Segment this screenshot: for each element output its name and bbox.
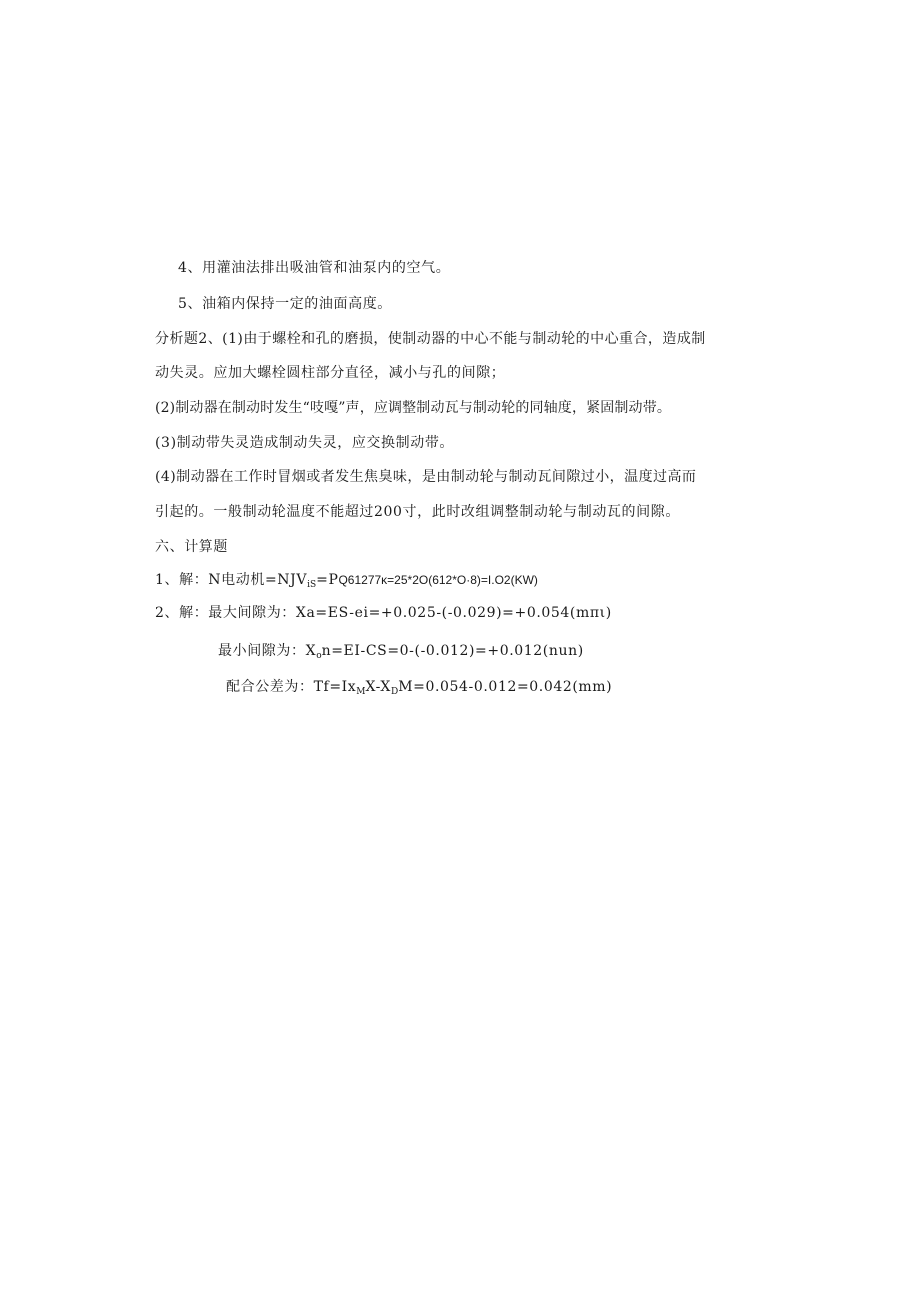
calc-4-part-2: X-X [365,679,391,695]
analysis-line-1: 分析题2、(1)由于螺栓和孔的磨损，使制动器的中心不能与制动轮的中心重合，造成制 [155,331,706,347]
calc-1-formula: Q61277κ=25*2O(612*O·8)=I.O2(KW) [338,573,538,587]
analysis-item-4-line-2: 引起的。一般制动轮温度不能超过200寸，此时改组调整制动轮与制动瓦的间隙。 [155,504,680,520]
analysis-line-2: 动失灵。应加大螺栓圆柱部分直径，减小与孔的间隙； [155,365,506,381]
calc-2 [155,603,612,623]
calc-3 [218,641,584,666]
calc-1 [155,570,538,595]
item-5: 5、油箱内保持一定的油面高度。 [178,296,392,312]
calc-1-mid: =P [316,572,339,588]
section-6-title: 六、计算题 [155,539,228,555]
calc-4-part-1: Tf=Ix [313,679,357,695]
calc-3-value: n=EI-CS=0-(-0.012)=+0.012(nun) [321,643,584,659]
calc-3-x: X [305,643,317,659]
calc-1-subscript: iS [307,580,317,590]
calc-4-subscript-2: D [390,687,399,697]
calc-4-part-3: M=0.054-0.012=0.042(mm) [398,679,613,695]
calc-3-label: 最小间隙为： [218,643,306,659]
item-4: 4、用灌油法排出吸油管和油泵内的空气。 [178,260,451,276]
calc-1-prefix: 1、解：N电动机=NJV [155,572,308,588]
calc-4-label: 配合公差为： [226,679,314,695]
analysis-item-3: (3)制动带失灵造成制动失灵，应交换制动带。 [155,435,455,451]
calc-3-subscript: o [316,651,322,661]
calc-4 [226,677,612,702]
calc-2-value: Xa=ES-ei=+0.025-(-0.029)=+0.054(mπι) [295,605,612,621]
calc-2-label: 2、解：最大间隙为： [155,605,296,621]
analysis-item-2: (2)制动器在制动时发生“吱嘎”声，应调整制动瓦与制动轮的同轴度，紧固制动带。 [155,400,671,416]
analysis-item-4-line-1: (4)制动器在工作时冒烟或者发生焦臭味，是由制动轮与制动瓦间隙过小，温度过高而 [155,469,697,485]
calc-4-subscript-1: M [356,687,366,697]
